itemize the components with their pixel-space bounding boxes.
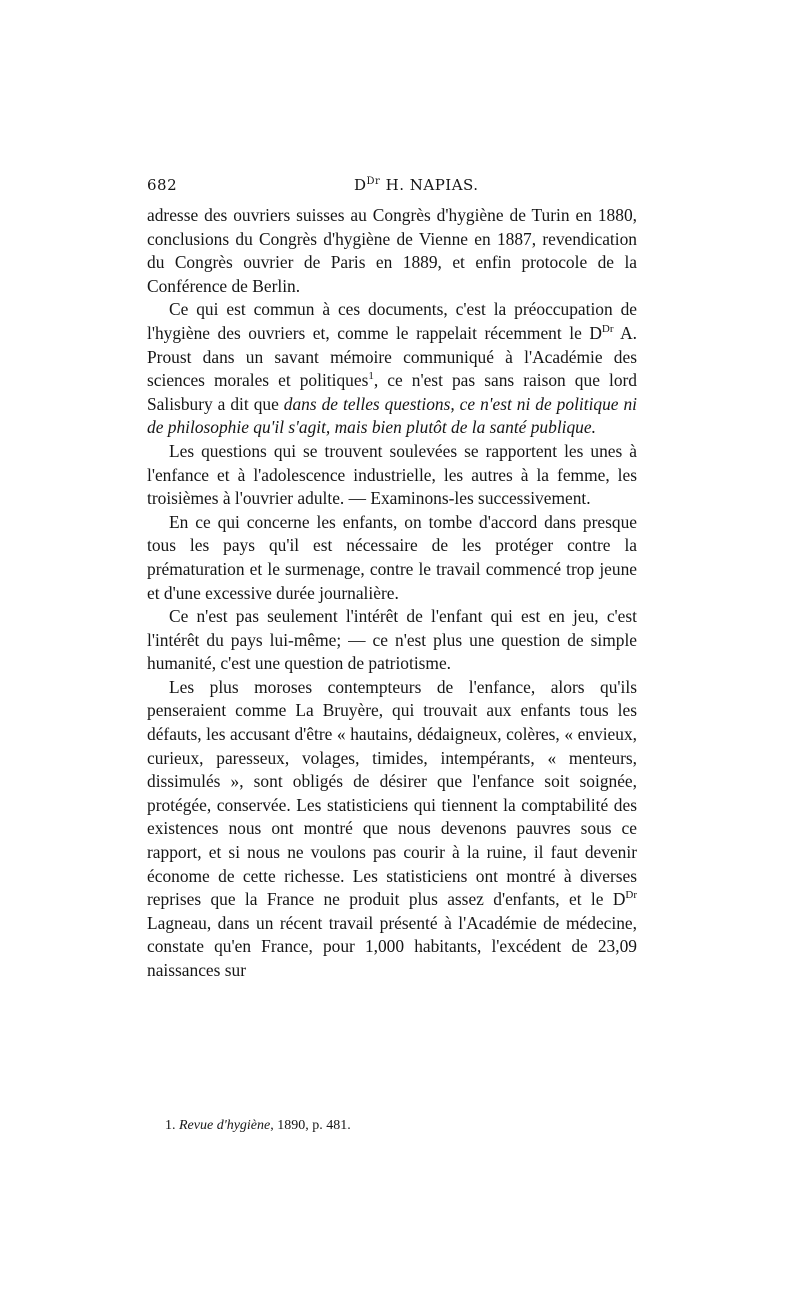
body-text [147, 204, 637, 983]
page-header [147, 176, 637, 200]
paragraph-2: Ce qui est commun à ces documents, c'est la préoccupation de l'hygiène des ouvriers et, comme le rappelait récemment le $D^{Dr}$ A. Proust dans un savant mémoire communiqué à l'Académie des sciences morales et politiques$^1$, ce n'est pas sans raison que lord Salisbury a dit que dans de telles questions, ce n'est ni de politique ni de philosophie qu'il s'agit, mais bien plutôt de la santé publique. [147, 299, 638, 438]
doctor-abbrev-sup: Dr [601, 323, 614, 336]
footnote-details: , 1890, p. 481. [270, 1118, 351, 1133]
paragraph-6-part-1: Les plus moroses contempteurs de l'enfance, alors qu'ils penseraient comme La Bruyère, qui trouvait aux enfants tous les défauts, les accusant d'être « hautains, dédaigneux, colères, « envieux, curieux, paresseux, volages, timides, intempérants, « menteurs, dissimulés », sont obligés de désirer que l'enfance soit soignée, protégée, conservée. Les statisticiens qui tiennent la comptabilité des existences nous ont montré que nous devenons pauvres sous ce rapport, et si nous ne voulons pas courir à la ruine, il faut devenir économe de cette richesse. Les statisticiens ont montré à diverses reprises que la France ne produit plus assez d'enfants, et le [147, 676, 637, 910]
salisbury-quote: dans de telles questions, ce n'est ni de politique ni de philosophie qu'il s'agit, mais bien plutôt de la santé publique. [147, 393, 638, 438]
paragraph-2-part-3: , ce n'est pas sans raison que lord Salisbury a dit que [147, 370, 637, 414]
footnote-number: 1. [165, 1118, 176, 1133]
author-title-abbrev: $D^{Dr}$ [354, 176, 381, 194]
paragraph-6-part-2: Lagneau, dans un récent travail présenté à l'Académie de médecine, constate qu'en France, pour 1,000 habitants, l'excédent de 23,09 naissances sur [147, 912, 637, 980]
paragraph-4: En ce qui concerne les enfants, on tombe d'accord dans presque tous les pays qu'il est nécessaire de les protéger contre la prématuration et le surmenage, contre le travail commencé trop jeune et d'une excessive durée journalière. [147, 511, 637, 603]
paragraph-3: Les questions qui se trouvent soulevées se rapportent les unes à l'enfance et à l'adolescence industrielle, les autres à la femme, les troisièmes à l'ouvrier adulte. — Examinons-les successivement. [147, 440, 637, 509]
author-title-sup: Dr [366, 176, 381, 187]
page-number: 682 [147, 176, 178, 194]
paragraph-5: Ce n'est pas seulement l'intérêt de l'enfant qui est en jeu, c'est l'intérêt du pays lui-même; — ce n'est plus une question de simple humanité, c'est une question de patriotisme. [147, 606, 637, 674]
footnote [165, 1118, 625, 1134]
paragraph-6: Les plus moroses contempteurs de l'enfance, alors qu'ils penseraient comme La Bruyère, qui trouvait aux enfants tous les défauts, les accusant d'être « hautains, dédaigneux, colères, « envieux, curieux, paresseux, volages, timides, intempérants, « menteurs, dissimulés », sont obligés de désirer que l'enfance soit soignée, protégée, conservée. Les statisticiens qui tiennent la comptabilité des existences nous ont montré que nous devenons pauvres sous ce rapport, et si nous ne voulons pas courir à la ruine, il faut devenir économe de cette richesse. Les statisticiens ont montré à diverses reprises que la France ne produit plus assez d'enfants, et le $D^{Dr}$ Lagneau, dans un récent travail présenté à l'Académie de médecine, constate qu'en France, pour 1,000 habitants, l'excédent de 23,09 naissances sur [147, 676, 637, 980]
footnote-source: Revue d'hygiène [179, 1118, 271, 1133]
footnote-reference: 1 [368, 370, 374, 383]
running-head [354, 176, 479, 194]
paragraph-2-part-2: A. Proust dans un savant mémoire communiqué à l'Académie des sciences morales et politiques [147, 322, 637, 391]
paragraph-2-part-1: Ce qui est commun à ces documents, c'est la préoccupation de l'hygiène des ouvriers et, comme le rappelait récemment le [147, 299, 637, 343]
paragraph-1: adresse des ouvriers suisses au Congrès d'hygiène de Turin en 1880, conclusions du Congrès d'hygiène de Vienne en 1887, revendication du Congrès ouvrier de Paris en 1889, et enfin protocole de la Conférence de Berlin. [147, 205, 637, 296]
doctor-abbrev-sup-2: Dr [625, 889, 637, 902]
author-name: H. NAPIAS. [385, 176, 479, 194]
